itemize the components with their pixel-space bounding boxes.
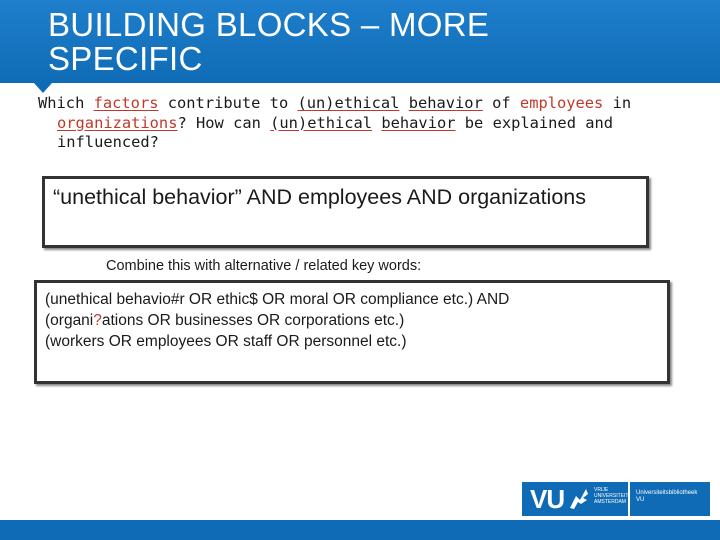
logo-block-library <box>630 482 710 516</box>
vu-logo <box>522 482 710 516</box>
q-word: of <box>482 94 520 112</box>
q-word: contribute to <box>158 94 298 112</box>
q-keyword-organizations: organizations <box>57 113 178 132</box>
research-question <box>38 94 678 153</box>
q-keyword-employees: employees <box>519 94 604 112</box>
q-keyword-behavior-2: behavior <box>381 113 456 132</box>
title-line-2: SPECIFIC <box>48 40 203 77</box>
q-space <box>399 94 408 112</box>
kw-wildcard: ? <box>93 312 102 329</box>
q-word: in <box>603 94 632 112</box>
title-line-1: BUILDING BLOCKS – MORE <box>48 6 490 43</box>
kw-text: (organi <box>45 312 94 329</box>
kw-text: (unethical behavio <box>45 291 171 308</box>
keywords-line-3: (workers OR employees OR staff OR personnel etc.) <box>45 333 407 350</box>
combine-label: Combine this with alternative / related key words: <box>106 258 422 274</box>
keywords-line-2 <box>45 310 659 331</box>
header-notch <box>34 83 52 93</box>
keywords-box <box>34 280 670 384</box>
logo-mark: VU <box>530 484 565 514</box>
q-keyword-unethical: (un)ethical <box>297 94 400 112</box>
q-keyword-behavior: behavior <box>408 94 483 112</box>
kw-text: r OR ethic$ OR moral OR compliance etc.) AND <box>179 291 510 308</box>
header-bar <box>0 0 720 83</box>
q-line-2 <box>38 114 678 134</box>
keywords-line-1 <box>45 289 659 310</box>
kw-text: ations OR businesses OR corporations etc.) <box>101 312 405 329</box>
logo-library-text: Universiteitsbibliotheek VU <box>636 490 698 503</box>
q-word: Which <box>38 94 94 112</box>
search-string-box: “unethical behavior” AND employees AND organizations <box>42 176 649 248</box>
q-line-3: influenced? <box>57 133 159 151</box>
q-word: ? How can <box>177 113 271 132</box>
q-space <box>372 114 381 132</box>
logo-block-university <box>522 482 628 516</box>
q-word: be explained and <box>455 113 614 132</box>
kw-wildcard: # <box>170 291 180 308</box>
page-title <box>48 8 688 76</box>
griffin-icon <box>566 486 592 512</box>
logo-university-text: VRIJE UNIVERSITEIT AMSTERDAM <box>594 487 629 505</box>
q-keyword-unethical-2: (un)ethical <box>270 113 373 132</box>
footer-bar <box>0 520 720 540</box>
q-keyword-factors: factors <box>93 94 159 112</box>
